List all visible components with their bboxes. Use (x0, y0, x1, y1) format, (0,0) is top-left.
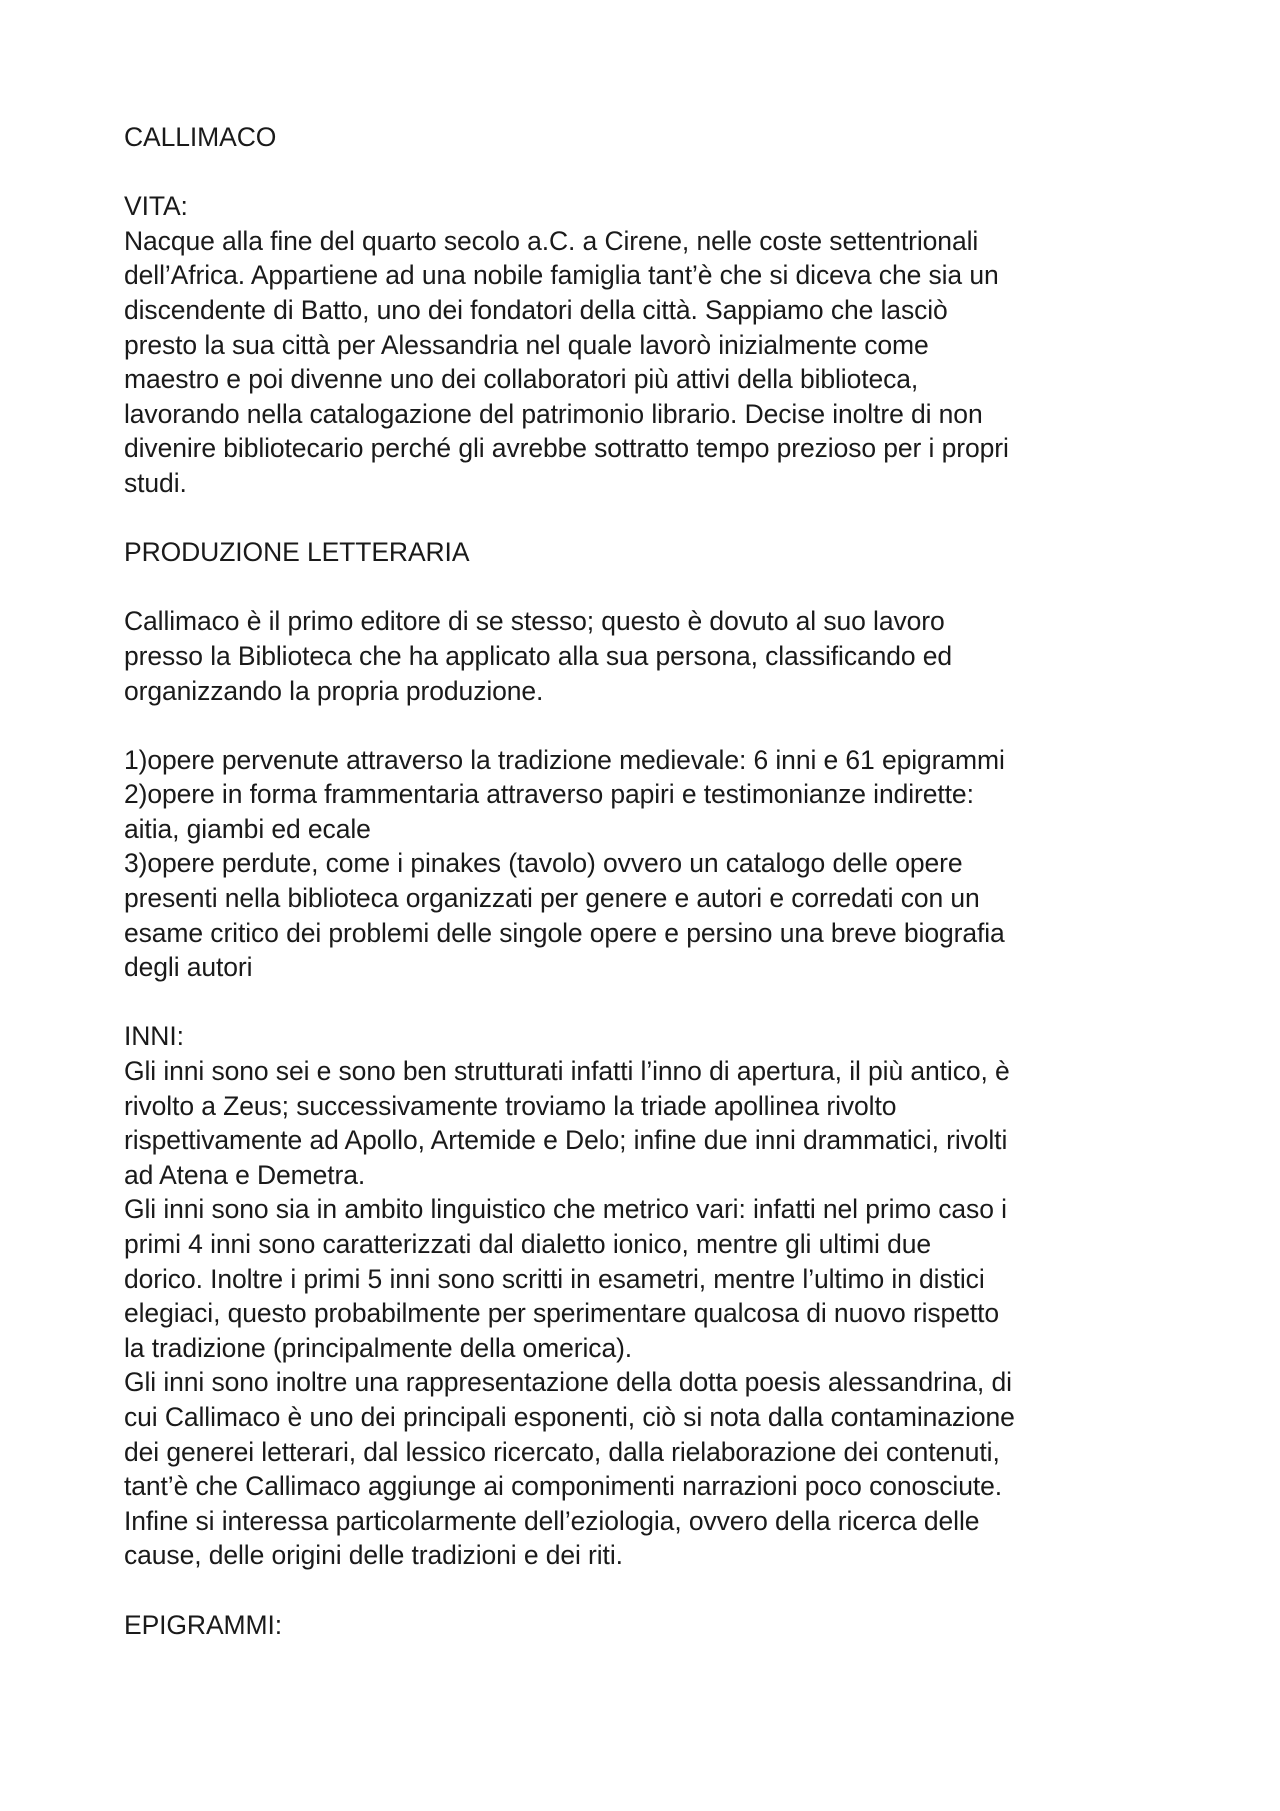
inni-paragraph-1: Gli inni sono sei e sono ben strutturati infatti l’inno di apertura, il più antico, è rivolto a Zeus; successivamente troviamo la triade apollinea rivolto rispettivamente ad Apollo, Artemide e Delo; infine due inni drammatici, rivolti ad Atena e Demetra. (124, 1056, 1010, 1190)
inni-heading: INNI: (124, 1021, 184, 1052)
spacer (124, 570, 1184, 605)
epigrammi-heading: EPIGRAMMI: (124, 1609, 283, 1640)
document-page (124, 120, 1184, 1642)
spacer (124, 501, 1184, 536)
produzione-intro: Callimaco è il primo editore di se stesso; questo è dovuto al suo lavoro presso la Biblioteca che ha applicato alla sua persona, classificando ed organizzando la propria produzione. (124, 606, 953, 706)
produzione-item-3: 3)opere perdute, come i pinakes (tavolo) ovvero un catalogo delle opere presenti nella biblioteca organizzati per genere e autori e corredati con un esame critico dei problemi delle singole opere e persino una breve biografia degli autori (124, 848, 1005, 983)
spacer (124, 155, 1184, 190)
inni-paragraph-3: Gli inni sono inoltre una rappresentazione della dotta poesis alessandrina, di cui Callimaco è uno dei principali esponenti, ciò si nota dalla contaminazione dei generei letterari, dal lessico ricercato, dalla rielaborazione dei contenuti, tant’è che Callimaco aggiunge ai componimenti narrazioni poco conosciute. Infine si interessa particolarmente dell’eziologia, ovvero della ricerca delle cause, delle origini delle tradizioni e dei riti. (124, 1367, 1015, 1571)
spacer (124, 985, 1184, 1020)
spacer (124, 708, 1184, 743)
document-title: CALLIMACO (124, 122, 277, 152)
produzione-item-1: 1)opere pervenute attraverso la tradizione medievale: 6 inni e 61 epigrammi (124, 744, 1005, 775)
vita-text: Nacque alla fine del quarto secolo a.C. a Cirene, nelle coste settentrionali dell’Africa. Appartiene ad una nobile famiglia tant’è che si diceva che sia un discendente di Batto, uno dei fondatori della città. Sappiamo che lasciò presto la sua città per Alessandria nel quale lavorò inizialmente come maestro e poi divenne uno dei collaboratori più attivi della biblioteca, lavorando nella catalogazione del patrimonio librario. Decise inoltre di non divenire bibliotecario perché gli avrebbe sottratto tempo prezioso per i propri studi. (124, 225, 1009, 498)
produzione-item-2: 2)opere in forma frammentaria attraverso papiri e testimonianze indirette: aitia, giambi ed ecale (124, 779, 974, 844)
inni-paragraph-2: Gli inni sono sia in ambito linguistico che metrico vari: infatti nel primo caso i primi 4 inni sono caratterizzati dal dialetto ionico, mentre gli ultimi due dorico. Inoltre i primi 5 inni sono scritti in esametri, mentre l’ultimo in distici elegiaci, questo probabilmente per sperimentare qualcosa di nuovo rispetto la tradizione (principalmente della omerica). (124, 1194, 1007, 1363)
vita-heading: VITA: (124, 191, 188, 222)
produzione-heading: PRODUZIONE LETTERARIA (124, 537, 470, 568)
spacer (124, 1573, 1184, 1608)
